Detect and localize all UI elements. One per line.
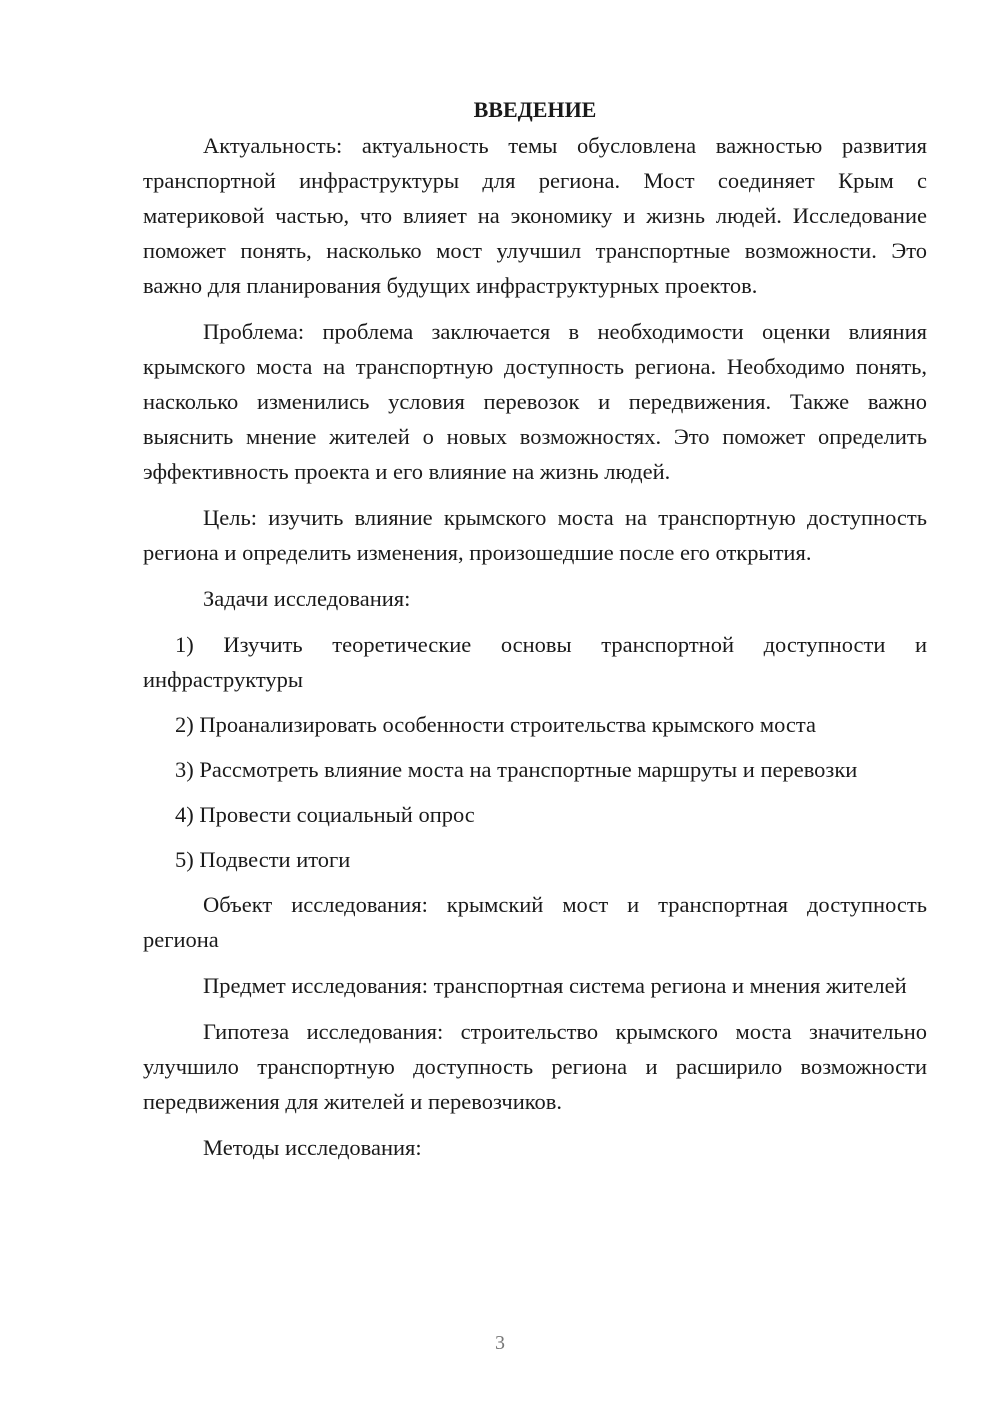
methods-heading: Методы исследования: (203, 1135, 422, 1160)
page-number: 3 (495, 1332, 505, 1354)
page-content (143, 92, 927, 1176)
tasks-heading: Задачи исследования: (203, 586, 411, 611)
paragraph-subject: Предмет исследования: транспортная система региона и мнения жителей (203, 973, 907, 998)
paragraph-goal: Цель: изучить влияние крымского моста на транспортную доступность региона и определить изменения, произошедшие после его открытия. (143, 505, 927, 565)
list-item: 2) Проанализировать особенности строительства крымского моста (175, 712, 816, 737)
list-item: 4) Провести социальный опрос (175, 802, 475, 827)
list-item: 1) Изучить теоретические основы транспортной доступности и инфраструктуры (143, 632, 927, 692)
paragraph-problem: Проблема: проблема заключается в необходимости оценки влияния крымского моста на транспортную доступность региона. Необходимо понять, насколько изменились условия перевозок и передвижения. Также важно выяснить мнение жителей о новых возможностях. Это поможет определить эффективность проекта и его влияние на жизнь людей. (143, 319, 927, 484)
list-item: 5) Подвести итоги (175, 847, 351, 872)
list-item: 3) Рассмотреть влияние моста на транспортные маршруты и перевозки (175, 757, 858, 782)
page-title: ВВЕДЕНИЕ (473, 97, 597, 122)
tasks-list (143, 627, 927, 877)
paragraph-hypothesis: Гипотеза исследования: строительство крымского моста значительно улучшило транспортную доступность региона и расширило возможности передвижения для жителей и перевозчиков. (143, 1019, 927, 1114)
paragraph-relevance: Актуальность: актуальность темы обусловлена важностью развития транспортной инфраструктуры для региона. Мост соединяет Крым с материковой частью, что влияет на экономику и жизнь людей. Исследование поможет понять, насколько мост улучшил транспортные возможности. Это важно для планирования будущих инфраструктурных проектов. (143, 133, 927, 298)
paragraph-object: Объект исследования: крымский мост и транспортная доступность региона (143, 892, 927, 952)
